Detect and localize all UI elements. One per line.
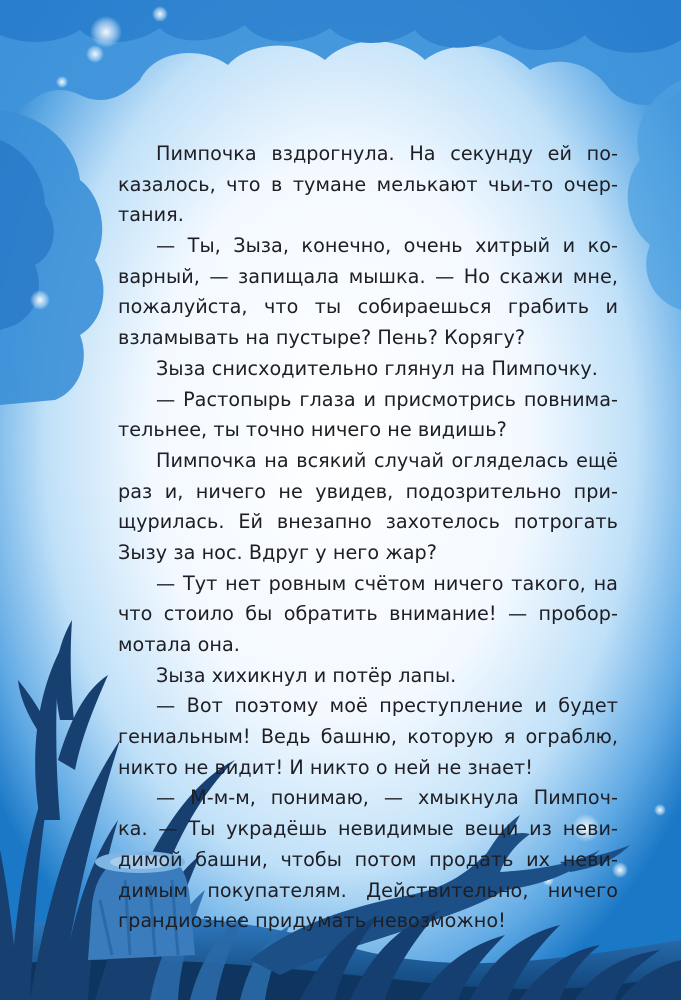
text-line: щурилась. Ей внезапно захотелось потрогать (118, 510, 618, 534)
text-line: — Тут нет ровным счётом ничего такого, на (156, 571, 618, 595)
text-line: Зызу за нос. Вдруг у него жар? (118, 540, 437, 564)
text-line: ка. — Ты украдёшь невидимые вещи из неви- (118, 817, 618, 841)
text-line: раз и, ничего не увидев, подозрительно при- (118, 479, 618, 503)
text-line: взламывать на пустыре? Пень? Корягу? (118, 326, 526, 350)
text-line: мотала она. (118, 633, 240, 656)
text-line: Зыза хихикнул и потёр лапы. (156, 663, 457, 687)
text-line: грандиознее придумать невозможно! (118, 909, 506, 933)
text-line: варный, — запищала мышка. — Но скажи мне, (118, 264, 618, 288)
text-line: казалось, что в тумане мелькают чьи-то очер- (118, 172, 618, 196)
text-line: пожалуйста, что ты собираешься грабить и (118, 295, 618, 319)
text-line: тельнее, ты точно ничего не видишь? (118, 418, 507, 442)
text-line: что стоило бы обратить внимание! — пробор- (118, 602, 618, 626)
text-line: — Растопырь глаза и присмотрись повнима- (156, 387, 618, 411)
text-line: тания. (118, 203, 184, 227)
text-line: — Ты, Зыза, конечно, очень хитрый и ко- (156, 234, 618, 258)
text-line: димой башни, чтобы потом продать их неви- (118, 847, 618, 871)
story-text (118, 139, 618, 937)
text-line: Пимпочка вздрогнула. На секунду ей по- (156, 142, 618, 165)
text-line: — Вот поэтому моё преступление и будет (156, 694, 618, 718)
text-line: — М-м-м, понимаю, — хмыкнула Пимпоч- (156, 786, 618, 810)
text-line: Пимпочка на всякий случай огляделась ещё (156, 448, 618, 472)
text-line: димым покупателям. Действительно, ничего (118, 878, 618, 902)
text-line: Зыза снисходительно глянул на Пимпочку. (156, 356, 598, 380)
text-line: гениальным! Ведь башню, которую я ограблю, (118, 725, 618, 749)
text-line: никто не видит! И никто о ней не знает! (118, 755, 533, 779)
